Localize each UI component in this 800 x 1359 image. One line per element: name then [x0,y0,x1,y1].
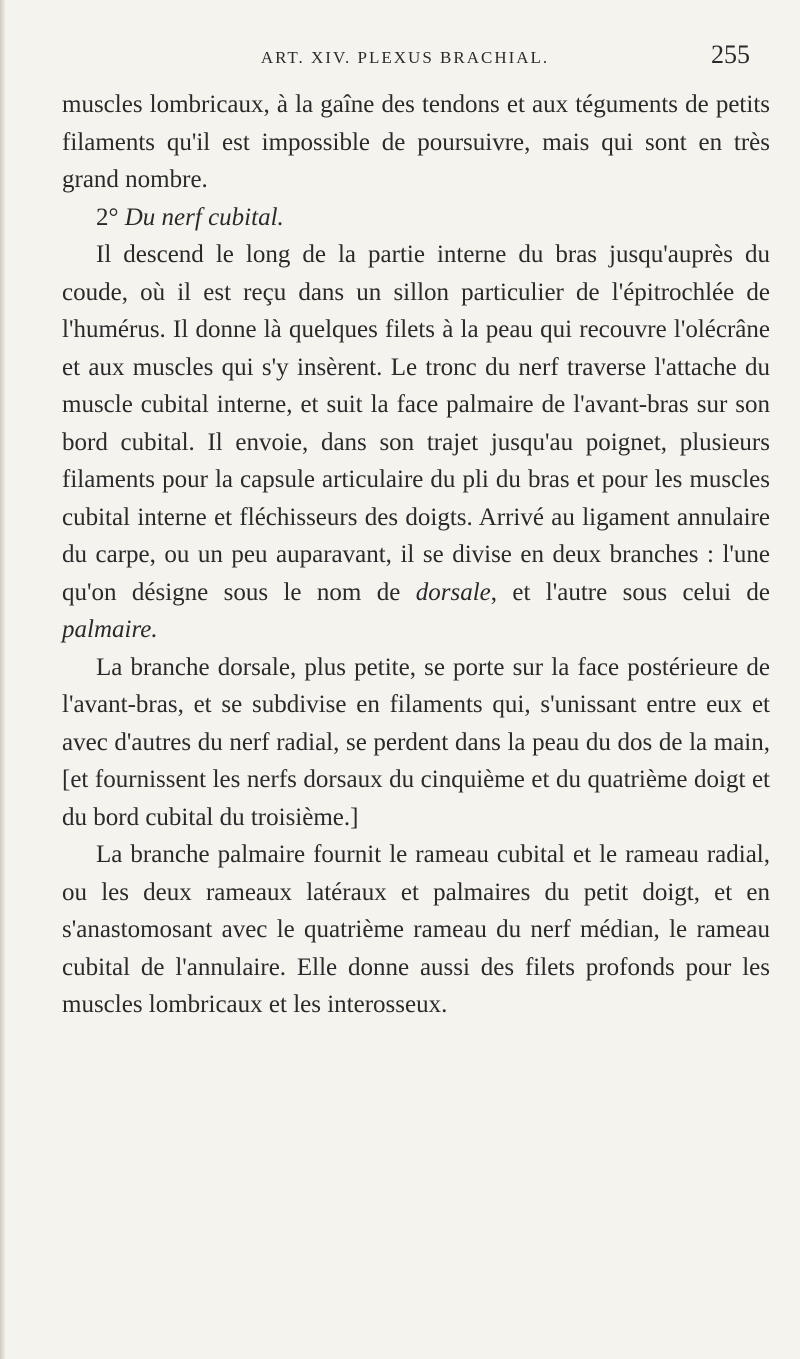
paragraph-branche-dorsale: La branche dorsale, plus petite, se porte sur la face postérieure de l'avant-bras, et se subdivise en filaments qui, s'unissant entre eux et avec d'autres du nerf radial, se perdent dans la peau du dos de la main, [et fournissent les nerfs dorsaux du cinquième et du quatrième doigt et du bord cubital du troisième.] [62,653,770,831]
paragraph-text-mid: , et l'autre sous celui de [490,578,771,606]
page-edge [0,0,6,1359]
section-heading [62,199,770,237]
term-palmaire: palmaire. [62,616,158,643]
section-title: Du nerf cubital. [124,203,284,231]
paragraph-branche-palmaire: La branche palmaire fournit le rameau cubital et le rameau radial, ou les deux rameaux latéraux et palmaires du petit doigt, et en s'anastomosant avec le quatrième rameau du nerf médian, le rameau cubital de l'annulaire. Elle donne aussi des filets profonds pour les muscles lombricaux et les interosseux. [62,841,770,1018]
page-header [60,28,750,68]
page-number: 255 [711,40,750,69]
paragraph-text: Il descend le long de la partie interne du bras jusqu'auprès du coude, où il est reçu dans un sillon particulier de l'épitrochlée de l'humérus. Il donne là quelques filets à la peau qui recouvre l'olécrâne et aux muscles qui s'y insèrent. Le tronc du nerf traverse l'attache du muscle cubital interne, et suit la face palmaire de l'avant-bras sur son bord cubital. Il envoie, dans son trajet jusqu'au poignet, plusieurs filaments pour la capsule articulaire du pli du bras et pour les muscles cubital interne et fléchisseurs des doigts. Arrivé au ligament annulaire du carpe, ou un peu auparavant, il se divise en deux branches : l'une qu'on désigne sous le nom de [62,241,770,606]
paragraph-nerf-cubital [62,236,770,649]
term-dorsale: dorsale [415,578,491,606]
section-number: 2° [96,203,119,231]
running-head: ART. XIV. PLEXUS BRACHIAL. [260,48,550,67]
page-body [62,86,770,1024]
paragraph-continued: muscles lombricaux, à la gaîne des tendons et aux téguments de petits filaments qu'il est impossible de poursuivre, mais qui sont en très grand nombre. [62,91,770,193]
